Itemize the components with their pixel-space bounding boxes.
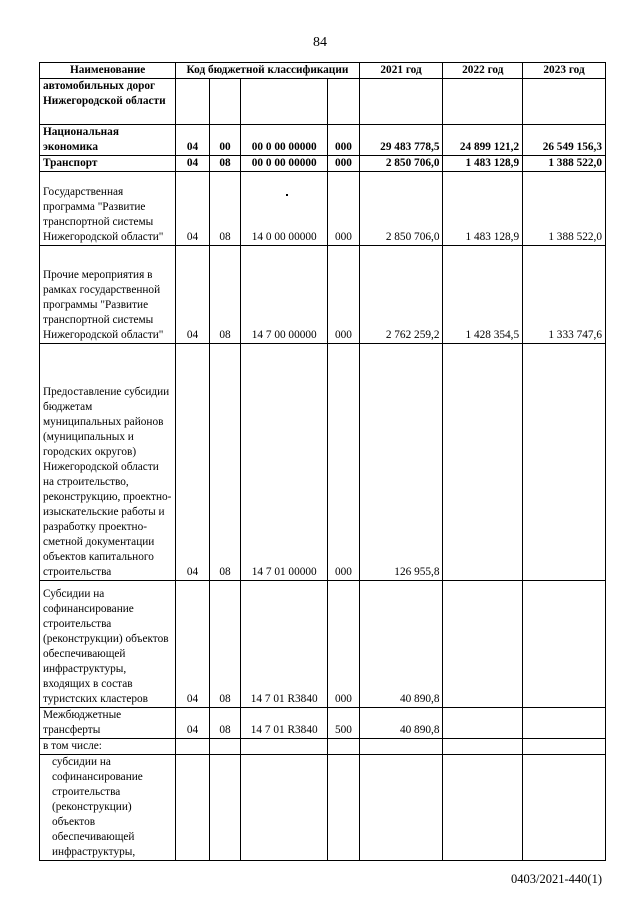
row-value-2022: 1 483 128,9: [443, 156, 523, 172]
table-row: [40, 708, 606, 739]
table-row: [40, 125, 606, 156]
header-name: Наименование: [40, 63, 176, 79]
row-code-type: 000: [328, 344, 359, 581]
row-code-subsection: 08: [209, 344, 240, 581]
row-code-target: [241, 79, 328, 125]
row-value-2021: 2 850 706,0: [359, 156, 443, 172]
row-code-type: [328, 755, 359, 861]
row-value-2022: 1 428 354,5: [443, 246, 523, 344]
row-name: Предоставление субсидии бюджетам муниципальных районов (муниципальных и городских округов) Нижегородской области на строительство, реконструкцию, проектно-изыскательские работы и разработку проектно-сметной документации объектов капитального строительства: [40, 344, 176, 581]
row-value-2021: 29 483 778,5: [359, 125, 443, 156]
row-value-2021: 2 850 706,0: [359, 172, 443, 246]
row-code-subsection: 08: [209, 172, 240, 246]
row-code-section: 04: [176, 246, 210, 344]
row-value-2021: 126 955,8: [359, 344, 443, 581]
row-code-type: 000: [328, 581, 359, 708]
table-header-row: [40, 63, 606, 79]
row-value-2023: 26 549 156,3: [523, 125, 606, 156]
row-code-subsection: [209, 755, 240, 861]
header-code: Код бюджетной классификации: [176, 63, 359, 79]
table-row: [40, 246, 606, 344]
row-code-subsection: 08: [209, 708, 240, 739]
header-2022: 2022 год: [443, 63, 523, 79]
row-name: в том числе:: [40, 739, 176, 755]
row-code-type: [328, 79, 359, 125]
row-value-2023: [523, 755, 606, 861]
table-row: [40, 739, 606, 755]
row-value-2022: 24 899 121,2: [443, 125, 523, 156]
row-value-2021: [359, 79, 443, 125]
row-value-2023: [523, 708, 606, 739]
row-name: автомобильных дорог Нижегородской области: [40, 79, 176, 125]
row-code-type: 000: [328, 156, 359, 172]
header-2021: 2021 год: [359, 63, 443, 79]
row-code-section: 04: [176, 125, 210, 156]
row-code-target: 14 7 01 R3840: [241, 581, 328, 708]
row-value-2023: [523, 581, 606, 708]
row-code-section: 04: [176, 172, 210, 246]
row-name: субсидии на софинансирование строительства (реконструкции) объектов обеспечивающей инфраструктуры,: [40, 755, 176, 861]
header-2023: 2023 год: [523, 63, 606, 79]
row-code-section: 04: [176, 344, 210, 581]
row-code-type: 000: [328, 172, 359, 246]
row-code-target: 14 0 00 00000: [241, 172, 328, 246]
row-code-type: 000: [328, 125, 359, 156]
row-name: Транспорт: [40, 156, 176, 172]
row-value-2022: [443, 581, 523, 708]
budget-table: [39, 62, 606, 861]
table-row: [40, 755, 606, 861]
row-value-2023: [523, 79, 606, 125]
table-row: [40, 156, 606, 172]
row-code-subsection: [209, 739, 240, 755]
row-code-section: 04: [176, 581, 210, 708]
row-name: Национальная экономика: [40, 125, 176, 156]
row-code-type: [328, 739, 359, 755]
row-code-section: 04: [176, 156, 210, 172]
row-value-2021: [359, 739, 443, 755]
table-row: [40, 581, 606, 708]
row-code-section: [176, 755, 210, 861]
row-name: Прочие мероприятия в рамках государственной программы "Развитие транспортной системы Нижегородской области": [40, 246, 176, 344]
row-value-2023: [523, 344, 606, 581]
row-value-2022: [443, 739, 523, 755]
row-code-subsection: 08: [209, 156, 240, 172]
row-name: Субсидии на софинансирование строительства (реконструкции) объектов обеспечивающей инфраструктуры, входящих в состав туристских кластеров: [40, 581, 176, 708]
row-value-2023: 1 388 522,0: [523, 172, 606, 246]
row-value-2022: 1 483 128,9: [443, 172, 523, 246]
row-code-target: [241, 755, 328, 861]
row-code-section: 04: [176, 708, 210, 739]
row-code-type: 000: [328, 246, 359, 344]
row-value-2021: [359, 755, 443, 861]
row-value-2023: 1 388 522,0: [523, 156, 606, 172]
table-row: [40, 172, 606, 246]
row-code-subsection: [209, 79, 240, 125]
row-value-2022: [443, 344, 523, 581]
row-code-target: 00 0 00 00000: [241, 125, 328, 156]
row-value-2022: [443, 79, 523, 125]
row-code-subsection: 00: [209, 125, 240, 156]
row-name: Государственная программа "Развитие транспортной системы Нижегородской области": [40, 172, 176, 246]
row-value-2022: [443, 755, 523, 861]
document-number: 0403/2021-440(1): [511, 872, 602, 886]
row-code-subsection: 08: [209, 246, 240, 344]
table-row: [40, 79, 606, 125]
row-code-target: 14 7 00 00000: [241, 246, 328, 344]
row-code-section: [176, 739, 210, 755]
row-code-target: [241, 739, 328, 755]
row-code-type: 500: [328, 708, 359, 739]
row-value-2021: 40 890,8: [359, 708, 443, 739]
row-value-2022: [443, 708, 523, 739]
row-value-2023: 1 333 747,6: [523, 246, 606, 344]
row-code-target: 14 7 01 00000: [241, 344, 328, 581]
page-number: 84: [313, 35, 327, 50]
scan-speck: [286, 194, 288, 196]
row-value-2023: [523, 739, 606, 755]
table-row: [40, 344, 606, 581]
row-code-target: 14 7 01 R3840: [241, 708, 328, 739]
row-code-subsection: 08: [209, 581, 240, 708]
row-code-target: 00 0 00 00000: [241, 156, 328, 172]
row-code-section: [176, 79, 210, 125]
row-value-2021: 40 890,8: [359, 581, 443, 708]
row-value-2021: 2 762 259,2: [359, 246, 443, 344]
row-name: Межбюджетные трансферты: [40, 708, 176, 739]
